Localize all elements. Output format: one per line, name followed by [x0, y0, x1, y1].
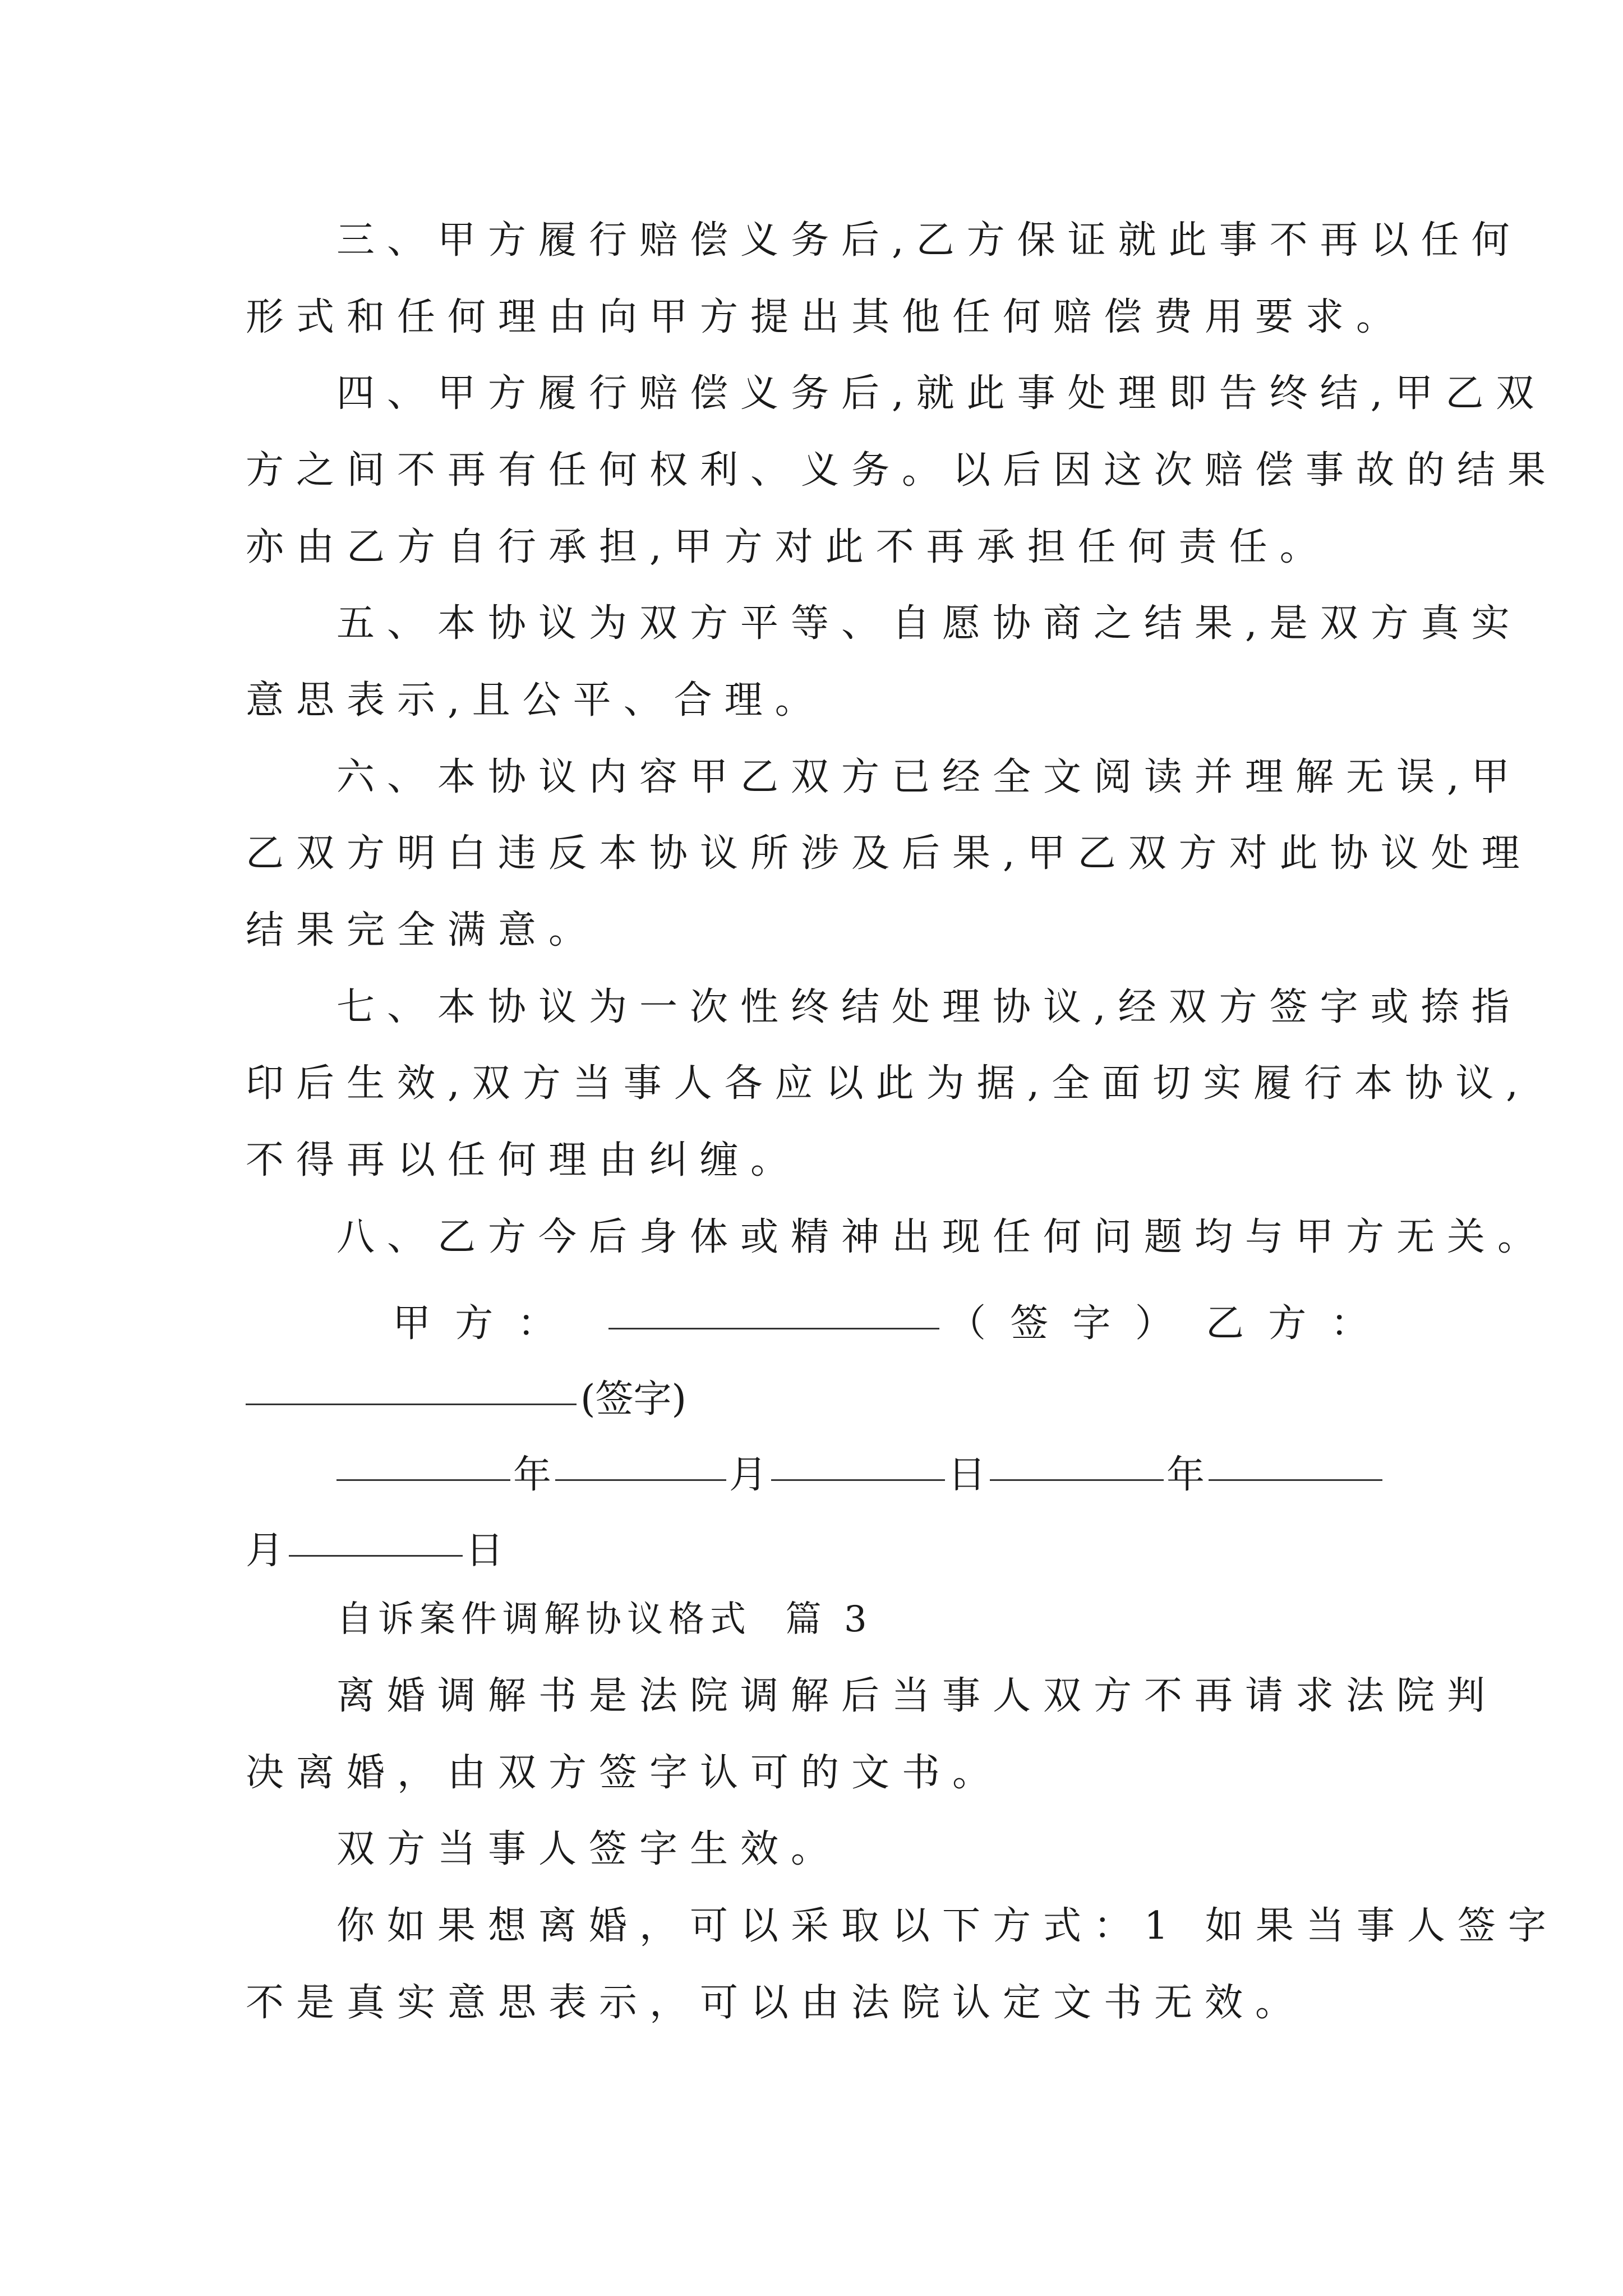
date-a-year-label: 年: [513, 1453, 552, 1497]
date-row: [0, 1444, 1623, 1497]
clause-7-line-3: 不得再以任何理由纠缠。: [246, 1138, 801, 1182]
clause-5-line-2: 意思表示,且公平、合理。: [246, 678, 826, 723]
party-a-signature-blank: [608, 1293, 939, 1329]
party-b-signature-blank: [246, 1369, 577, 1405]
section-title: 自诉案件调解协议格式 篇 3: [336, 1599, 873, 1640]
party-b-sign-note: (签字): [580, 1377, 687, 1421]
party-b-label: 乙 方 ：: [1206, 1301, 1369, 1346]
signature-row-2: [0, 1369, 1623, 1421]
signature-row: [0, 1293, 1623, 1346]
date-row-2: [0, 1520, 1623, 1573]
date-b-year-blank: [990, 1444, 1164, 1481]
date-b-month-blank: [1209, 1444, 1382, 1481]
date-b-day-label: 日: [465, 1529, 504, 1573]
date-a-month-label: 月: [729, 1453, 768, 1497]
clause-4-line-3: 亦由乙方自行承担,甲方对此不再承担任何责任。: [246, 525, 1330, 569]
tail-line-2: 决离婚，由双方签字认可的文书。: [246, 1751, 1003, 1795]
date-a-day-blank: [771, 1444, 945, 1481]
tail-line-5: 不是真实意思表示，可以由法院认定文书无效。: [246, 1981, 1306, 2025]
clause-3-line-2: 形式和任何理由向甲方提出其他任何赔偿费用要求。: [246, 295, 1407, 339]
clause-6-line-2: 乙双方明白违反本协议所涉及后果,甲乙双方对此协议处理: [246, 831, 1532, 876]
clause-8-line-1: 八、乙方今后身体或精神出现任何问题均与甲方无关。: [336, 1215, 1548, 1259]
date-b-day-blank: [289, 1520, 463, 1557]
tail-line-3: 双方当事人签字生效。: [336, 1827, 842, 1871]
party-a-label: 甲 方 ：: [393, 1301, 556, 1346]
party-a-sign-note: （ 签 字 ）: [948, 1301, 1173, 1346]
clause-3-line-1: 三、甲方履行赔偿义务后,乙方保证就此事不再以任何: [336, 218, 1522, 263]
clause-4-line-1: 四、甲方履行赔偿义务后,就此事处理即告终结,甲乙双: [336, 371, 1547, 416]
date-a-day-label: 日: [948, 1453, 986, 1497]
date-a-year-blank: [336, 1444, 510, 1481]
clause-6-line-3: 结果完全满意。: [246, 908, 600, 953]
tail-line-4: 你如果想离婚，可以采取以下方式：1 如果当事人签字: [336, 1904, 1559, 1948]
clause-4-line-2: 方之间不再有任何权利、义务。以后因这次赔偿事故的结果: [246, 448, 1559, 493]
clause-6-line-1: 六、本协议内容甲乙双方已经全文阅读并理解无误,甲: [336, 755, 1522, 799]
date-a-month-blank: [555, 1444, 726, 1481]
date-b-month-label: 月: [246, 1529, 284, 1573]
tail-line-1: 离婚调解书是法院调解后当事人双方不再请求法院判: [336, 1674, 1498, 1718]
date-b-year-label: 年: [1166, 1453, 1205, 1497]
clause-7-line-1: 七、本协议为一次性终结处理协议,经双方签字或捺指: [336, 985, 1522, 1029]
clause-5-line-1: 五、本协议为双方平等、自愿协商之结果,是双方真实: [336, 601, 1522, 646]
clause-7-line-2: 印后生效,双方当事人各应以此为据,全面切实履行本协议,: [246, 1061, 1530, 1106]
